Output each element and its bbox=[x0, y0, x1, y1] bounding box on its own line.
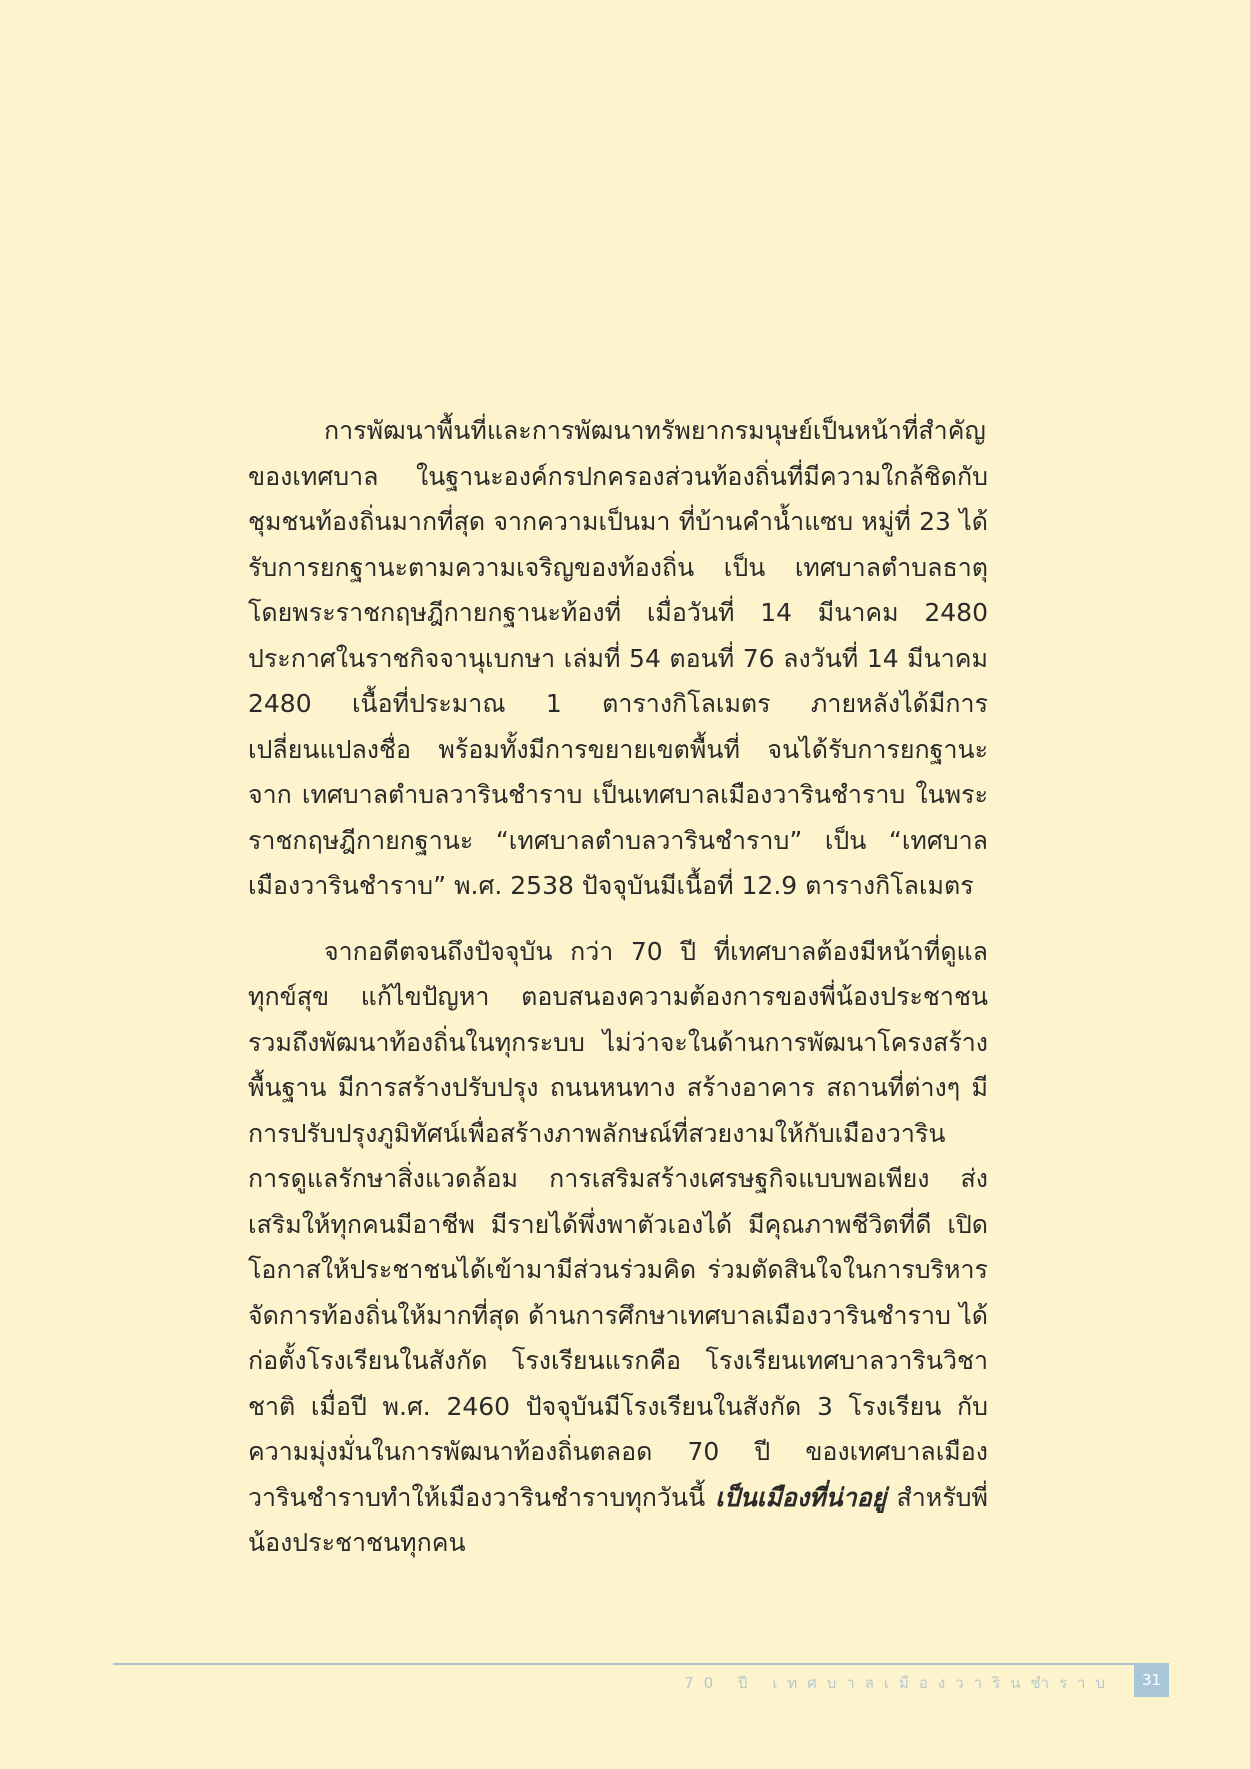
footer-title: 70 ปี เทศบาลเมืองวารินชำราบ bbox=[684, 1674, 1115, 1692]
paragraph-development-text: จากอดีตจนถึงปัจจุบัน กว่า 70 ปี ที่เทศบาลต้องมีหน้าที่ดูแลทุกข์สุข แก้ไขปัญหา ตอบสนองความต้องการของพี่น้องประชาชน รวมถึงพัฒนาท้องถิ่นในทุกระบบ ไม่ว่าจะในด้านการพัฒนาโครงสร้างพื้นฐาน มีการสร้างปรับปรุง ถนนหนทาง สร้างอาคาร สถานที่ต่างๆ มีการปรับปรุงภูมิทัศน์เพื่อสร้างภาพลักษณ์ที่สวยงามให้กับเมืองวาริน การดูแลรักษาสิ่งแวดล้อม การเสริมสร้างเศรษฐกิจแบบพอเพียง ส่งเสริมให้ทุกคนมีอาชีพ มีรายได้พึ่งพาตัวเองได้ มีคุณภาพชีวิตที่ดี เปิดโอกาสให้ประชาชนได้เข้ามามีส่วนร่วมคิด ร่วมตัดสินใจในการบริหารจัดการท้องถิ่นให้มากที่สุด ด้านการศึกษาเทศบาลเมืองวารินชำราบ ได้ก่อตั้งโรงเรียนในสังกัด โรงเรียนแรกคือ โรงเรียนเทศบาลวารินวิชาชาติ เมื่อปี พ.ศ. 2460 ปัจจุบันมีโรงเรียนในสังกัด 3 โรงเรียน กับความมุ่งมั่นในการพัฒนาท้องถิ่นตลอด 70 ปี ของเทศบาลเมืองวารินชำราบทำให้เมืองวารินชำราบทุกวันนี้ bbox=[248, 936, 988, 1512]
paragraph-development-end: สำหรับพี่น้องประชาชนทุกคน bbox=[248, 1482, 988, 1557]
footer-divider bbox=[113, 1663, 1140, 1665]
paragraph-history: การพัฒนาพื้นที่และการพัฒนาทรัพยากรมนุษย์เป็นหน้าที่สำคัญของเทศบาล ในฐานะองค์กรปกครองส่วนท้องถิ่นที่มีความใกล้ชิดกับชุมชนท้องถิ่นมากที่สุด จากความเป็นมา ที่บ้านคำน้ำแซบ หมู่ที่ 23 ได้รับการยกฐานะตามความเจริญของท้องถิ่น เป็น เทศบาลตำบลธาตุ โดยพระราชกฤษฎีกายกฐานะท้องที่ เมื่อวันที่ 14 มีนาคม 2480 ประกาศในราชกิจจานุเบกษา เล่มที่ 54 ตอนที่ 76 ลงวันที่ 14 มีนาคม 2480 เนื้อที่ประมาณ 1 ตารางกิโลเมตร ภายหลังได้มีการเปลี่ยนแปลงชื่อ พร้อมทั้งมีการขยายเขตพื้นที่ จนได้รับการยกฐานะจาก เทศบาลตำบลวารินชำราบ เป็นเทศบาลเมืองวารินชำราบ ในพระราชกฤษฎีกายกฐานะ “เทศบาลตำบลวารินชำราบ” เป็น “เทศบาลเมืองวารินชำราบ” พ.ศ. 2538 ปัจจุบันมีเนื้อที่ 12.9 ตารางกิโลเมตร bbox=[248, 416, 988, 900]
paragraph-development bbox=[248, 929, 988, 1566]
emphasis-livable-city: เป็นเมืองที่น่าอยู่ bbox=[715, 1482, 887, 1512]
page-number-badge: 31 bbox=[1134, 1663, 1169, 1697]
body-text bbox=[248, 408, 988, 1586]
